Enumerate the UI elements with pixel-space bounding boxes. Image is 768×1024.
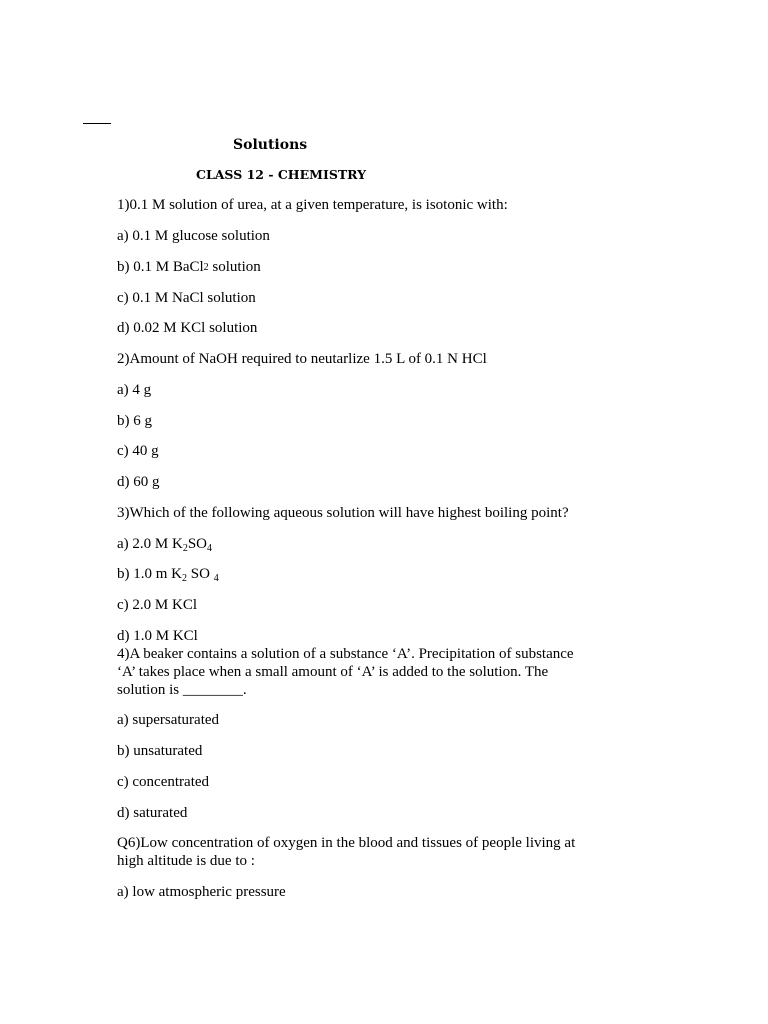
question-3: 3)Which of the following aqueous solution will have highest boiling point? bbox=[117, 505, 569, 521]
question-3-option-c: c) 2.0 M KCl bbox=[117, 597, 197, 613]
header-rule bbox=[83, 123, 111, 124]
question-3-option-b bbox=[117, 565, 219, 583]
subscript: 4 bbox=[207, 543, 213, 554]
subscript: 4 bbox=[213, 573, 219, 584]
question-1-option-d: d) 0.02 M KCl solution bbox=[117, 320, 258, 336]
question-1-option-b bbox=[117, 258, 261, 276]
subscript: 2 bbox=[182, 543, 188, 554]
question-4-option-c: c) concentrated bbox=[117, 774, 210, 790]
question-2-option-c: c) 40 g bbox=[117, 443, 159, 459]
question-2: 2)Amount of NaOH required to neutarlize 1.5 L of 0.1 N HCl bbox=[117, 351, 487, 367]
question-2-option-a: a) 4 g bbox=[117, 382, 152, 398]
question-4: 4)A beaker contains a solution of a substance ‘A’. Precipitation of substance ‘A’ takes place when a small amount of ‘A’ is added to the solution. The solution is ________. bbox=[117, 646, 574, 698]
question-4-option-b: b) unsaturated bbox=[117, 743, 203, 759]
question-4-option-a: a) supersaturated bbox=[117, 712, 220, 728]
question-4-option-d: d) saturated bbox=[117, 805, 188, 821]
subscript: 2 bbox=[203, 262, 209, 273]
option-text: b) 1.0 m K bbox=[117, 566, 182, 582]
subscript: 2 bbox=[182, 573, 187, 584]
question-1-option-a: a) 0.1 M glucose solution bbox=[117, 228, 270, 244]
question-3-option-d: d) 1.0 M KCl bbox=[117, 628, 198, 644]
option-text: b) 0.1 M BaCl bbox=[117, 259, 204, 275]
question-6: Q6)Low concentration of oxygen in the blood and tissues of people living at high altitude is due to : bbox=[117, 835, 576, 869]
document-title: Solutions bbox=[233, 137, 308, 153]
question-2-option-d: d) 60 g bbox=[117, 474, 160, 490]
option-text: SO bbox=[187, 566, 214, 582]
question-1-option-c: c) 0.1 M NaCl solution bbox=[117, 290, 256, 306]
question-2-option-b: b) 6 g bbox=[117, 413, 152, 429]
document-subtitle: CLASS 12 - CHEMISTRY bbox=[196, 167, 367, 182]
option-text: a) 2.0 M K bbox=[117, 536, 183, 552]
option-text: solution bbox=[208, 259, 261, 275]
option-text: SO bbox=[187, 536, 208, 552]
question-6-option-a: a) low atmospheric pressure bbox=[117, 884, 286, 900]
question-3-option-a bbox=[117, 535, 212, 553]
question-1: 1)0.1 M solution of urea, at a given temperature, is isotonic with: bbox=[117, 197, 508, 213]
